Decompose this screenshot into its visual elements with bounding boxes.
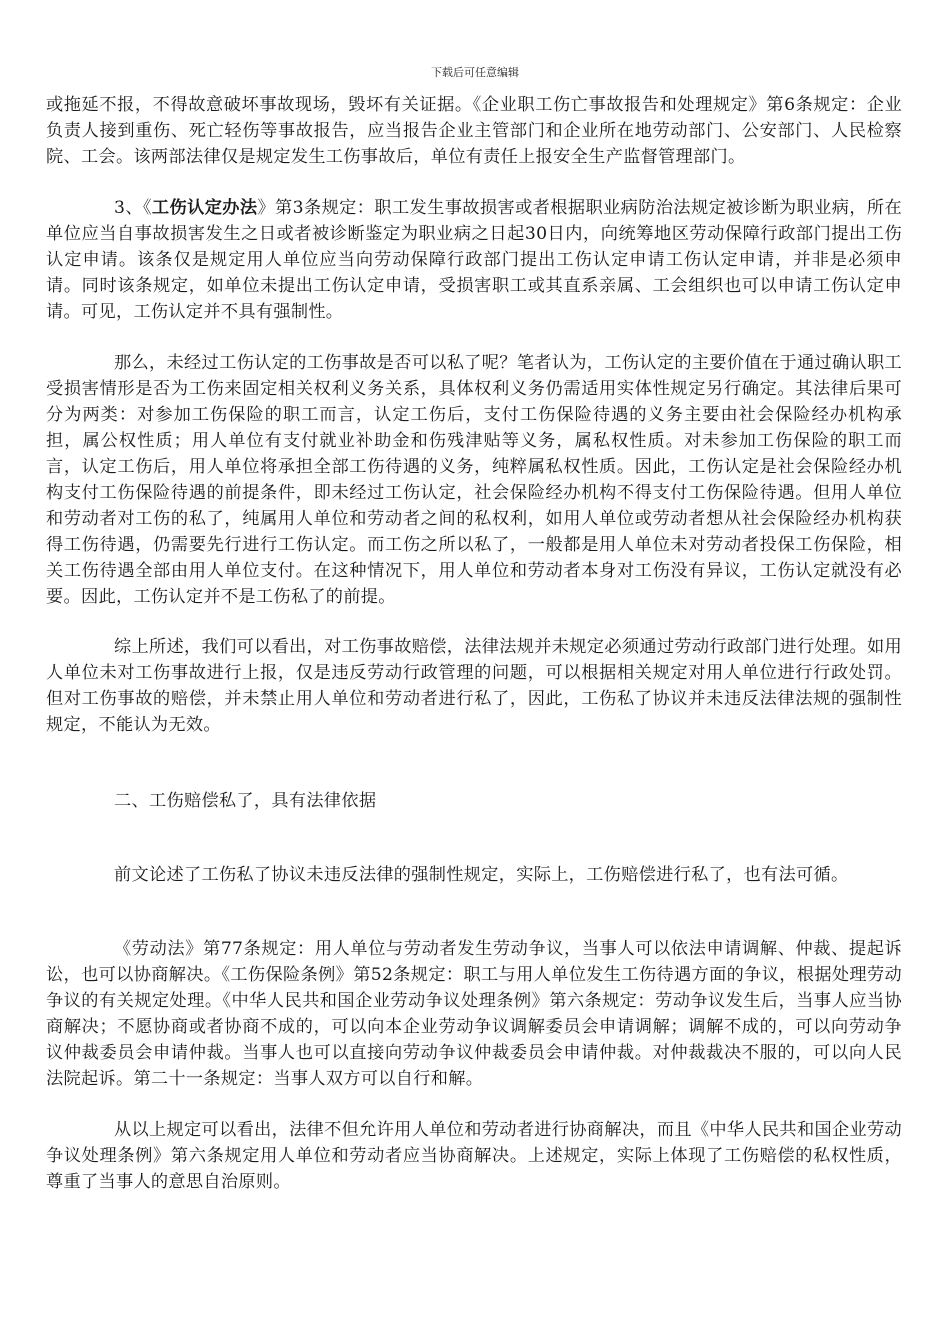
paragraph-work-injury-method xyxy=(46,195,902,325)
paragraph-body: 》第3条规定：职工发生事故损害或者根据职业病防治法规定被诊断为职业病，所在单位应当自事故损害发生之日或者被诊断鉴定为职业病之日起30日内，向统筹地区劳动保障行政部门提出工伤认定申请。该条仅是规定用人单位应当向劳动保障行政部门提出工伤认定申请工伤认定申请，并非是必须申请。同时该条规定，如单位未提出工伤认定申请，受损害职工或其直系亲属、工会组织也可以申请工伤认定申请。可见，工伤认定并不具有强制性。 xyxy=(46,198,902,322)
paragraph-summary: 综上所述，我们可以看出，对工伤事故赔偿，法律法规并未规定必须通过劳动行政部门进行处理。如用人单位未对工伤事故进行上报，仅是违反劳动行政管理的问题，可以根据相关规定对用人单位进行行政处罚。但对工伤事故的赔偿，并未禁止用人单位和劳动者进行私了，因此，工伤私了协议并未违反法律法规的强制性规定，不能认为无效。 xyxy=(46,637,902,735)
law-title-bold: 工伤认定办法 xyxy=(151,198,258,218)
paragraph-prefix: 3、《 xyxy=(114,198,152,218)
paragraph-preface: 前文论述了工伤私了协议未违反法律的强制性规定，实际上，工伤赔偿进行私了，也有法可循。 xyxy=(114,865,849,885)
document-body xyxy=(46,92,902,1195)
paragraph-continuation: 或拖延不报，不得故意破坏事故现场，毁坏有关证据。《企业职工伤亡事故报告和处理规定》第6条规定：企业负责人接到重伤、死亡轻伤等事故报告，应当报告企业主管部门和企业所在地劳动部门、公安部门、人民检察院、工会。该两部法律仅是规定发生工伤事故后，单位有责任上报安全生产监督管理部门。 xyxy=(46,95,902,167)
paragraph-conclusion: 从以上规定可以看出，法律不但允许用人单位和劳动者进行协商解决，而且《中华人民共和国企业劳动争议处理条例》第六条规定用人单位和劳动者应当协商解决。上述规定，实际上体现了工伤赔偿的私权性质，尊重了当事人的意思自治原则。 xyxy=(46,1120,902,1192)
section-heading-2: 二、工伤赔偿私了，具有法律依据 xyxy=(114,791,377,811)
paragraph-labor-law: 《劳动法》第77条规定：用人单位与劳动者发生劳动争议，当事人可以依法申请调解、仲裁、提起诉讼，也可以协商解决。《工伤保险条例》第52条规定：职工与用人单位发生工伤待遇方面的争议，根据处理劳动争议的有关规定处理。《中华人民共和国企业劳动争议处理条例》第六条规定：劳动争议发生后，当事人应当协商解决；不愿协商或者协商不成的，可以向本企业劳动争议调解委员会申请调解；调解不成的，可以向劳动争议仲裁委员会申请仲裁。当事人也可以直接向劳动争议仲裁委员会申请仲裁。对仲裁裁决不服的，可以向人民法院起诉。第二十一条规定：当事人双方可以自行和解。 xyxy=(46,939,902,1089)
paragraph-private-settlement-question: 那么，未经过工伤认定的工伤事故是否可以私了呢？笔者认为，工伤认定的主要价值在于通过确认职工受损害情形是否为工伤来固定相关权利义务关系，具体权利义务仍需适用实体性规定另行确定。其法律后果可分为两类：对参加工伤保险的职工而言，认定工伤后，支付工伤保险待遇的义务主要由社会保险经办机构承担，属公权性质；用人单位有支付就业补助金和伤残津贴等义务，属私权性质。对未参加工伤保险的职工而言，认定工伤后，用人单位将承担全部工伤待遇的义务，纯粹属私权性质。因此，工伤认定是社会保险经办机构支付工伤保险待遇的前提条件，即未经过工伤认定，社会保险经办机构不得支付工伤保险待遇。但用人单位和劳动者对工伤的私了，纯属用人单位和劳动者之间的私权利，如用人单位或劳动者想从社会保险经办机构获得工伤待遇，仍需要先行进行工伤认定。而工伤之所以私了，一般都是用人单位未对劳动者投保工伤保险，相关工伤待遇全部由用人单位支付。在这种情况下，用人单位和劳动者本身对工伤没有异议，工伤认定就没有必要。因此，工伤认定并不是工伤私了的前提。 xyxy=(46,353,902,607)
download-note: 下载后可任意编辑 xyxy=(431,66,519,79)
